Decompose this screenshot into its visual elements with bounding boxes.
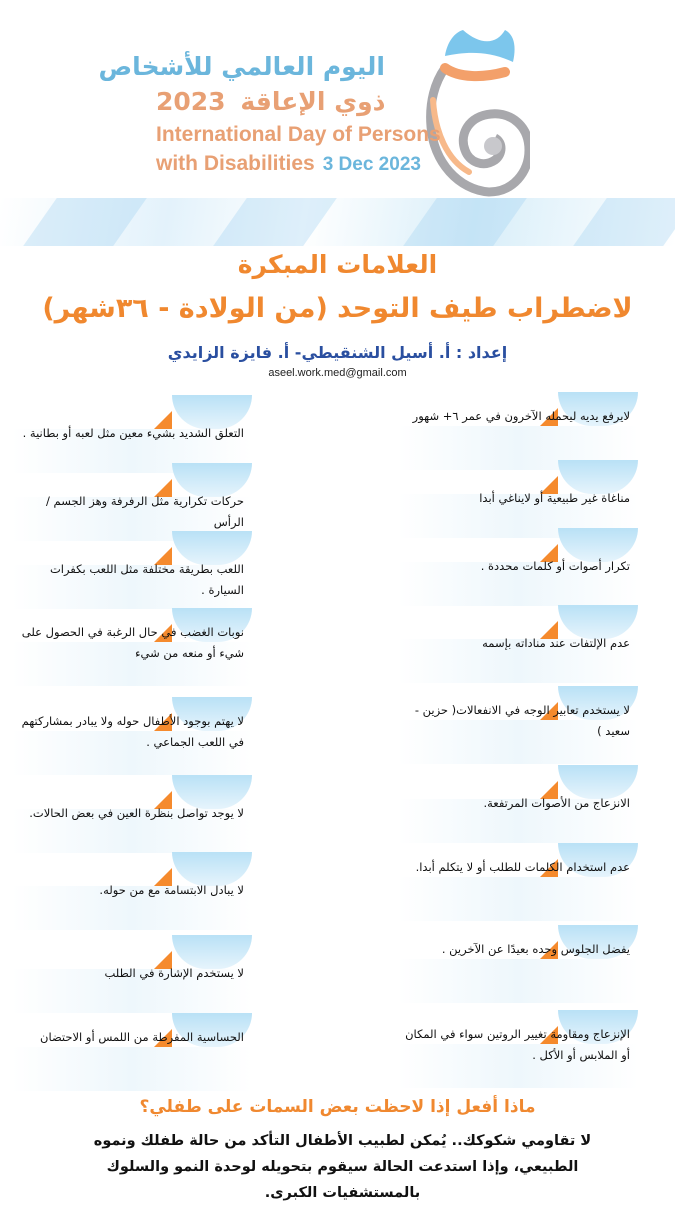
heading-line2: لاضطراب طيف التوحد (من الولادة - ٣٦شهر) <box>42 293 633 324</box>
sign-card-left-4 <box>12 608 252 688</box>
sign-card-left-6 <box>12 775 252 855</box>
sign-text: التعلق الشديد بشيء معين مثل لعبه أو بطانية . <box>22 426 244 440</box>
sign-card-right-5 <box>398 686 638 766</box>
sign-text: لا يستخدم الإشارة في الطلب <box>104 966 244 980</box>
title-english-line1: International Day of Persons <box>156 123 441 146</box>
sign-text: لايرفع يديه ليحمله الآخرون في عمر ٦+ شهور <box>412 409 630 423</box>
sign-text: اللعب بطريقة مختلفة مثل اللعب بكفرات السيارة . <box>49 562 244 597</box>
title-date: 3 Dec 2023 <box>322 154 421 175</box>
title-year: 2023 <box>156 87 226 116</box>
title-arabic-line1: اليوم العالمي للأشخاص <box>98 52 385 81</box>
decorative-banner <box>0 198 675 246</box>
heading-line1: العلامات المبكرة <box>237 250 438 279</box>
sign-card-right-8 <box>398 925 638 1005</box>
sign-card-right-9 <box>398 1010 638 1090</box>
footer-question: ماذا أفعل إذا لاحظت بعض السمات على طفلي؟ <box>139 1097 536 1117</box>
sign-card-right-3 <box>398 528 638 608</box>
sign-card-right-7 <box>398 843 638 923</box>
sign-card-right-6 <box>398 765 638 845</box>
sign-text: لا يستخدم تعابير الوجه في الانفعالات( حزين - سعيد ) <box>414 703 630 738</box>
sign-text: يفضل الجلوس وحده بعيدًا عن الآخرين . <box>441 942 630 956</box>
sign-text: لا يهتم بوجود الأطفال حوله ولا يبادر بمشاركتهم في اللعب الجماعي . <box>21 714 244 749</box>
author-email: aseel.work.med@gmail.com <box>268 367 407 379</box>
sign-text: عدم استخدام الكلمات للطلب أو لا يتكلم أبدا. <box>415 860 630 874</box>
idpd-logo-icon <box>425 22 530 197</box>
sign-card-left-5 <box>12 697 252 777</box>
footer-answer: لا تقاومي شكوكك.. يُمكن لطبيب الأطفال التأكد من حالة طفلك ونموه الطبيعي، وإذا استدعت الحالة سيقوم بتحويله لوحدة النمو والسلوك بالمستشفيات الكبرى. <box>93 1133 592 1201</box>
sign-card-left-7 <box>12 852 252 932</box>
title-arabic-line2 <box>156 87 385 116</box>
sign-card-left-9 <box>12 1013 252 1093</box>
sign-text: تكرار أصوات أو كلمات محددة . <box>480 559 630 573</box>
sign-card-left-3 <box>12 531 252 611</box>
title-english-line2 <box>156 152 421 176</box>
sign-card-right-4 <box>398 605 638 685</box>
author-credit: إعداد : أ. أسيل الشنقيطي- أ. فايزة الزايدي <box>167 343 508 362</box>
sign-text: حركات تكرارية مثل الرفرفة وهز الجسم / الرأس <box>46 494 244 529</box>
sign-text: نوبات الغضب في حال الرغبة في الحصول على شيء أو منعه من شيء <box>21 625 244 660</box>
sign-text: الانزعاج من الأصوات المرتفعة. <box>483 796 630 810</box>
sign-text: عدم الإلتفات عند مناداته بإسمه <box>482 636 630 650</box>
title-arabic-line2-text: ذوي الإعاقة <box>240 87 386 116</box>
sign-text: مناغاة غير طبيعية أو لايناغي أبدا <box>479 491 630 505</box>
sign-card-left-8 <box>12 935 252 1015</box>
sign-text: الحساسية المفرطة من اللمس أو الاحتضان <box>40 1030 244 1044</box>
sign-text: الإنزعاج ومقاومة تغيير الروتين سواء في المكان أو الملابس أو الأكل . <box>405 1027 630 1062</box>
sign-text: لا يوجد تواصل بنظرة العين في بعض الحالات. <box>29 806 244 820</box>
title-english-line2-text: with Disabilities <box>156 152 315 175</box>
sign-text: لا يبادل الابتسامة مع من حوله. <box>99 883 244 897</box>
